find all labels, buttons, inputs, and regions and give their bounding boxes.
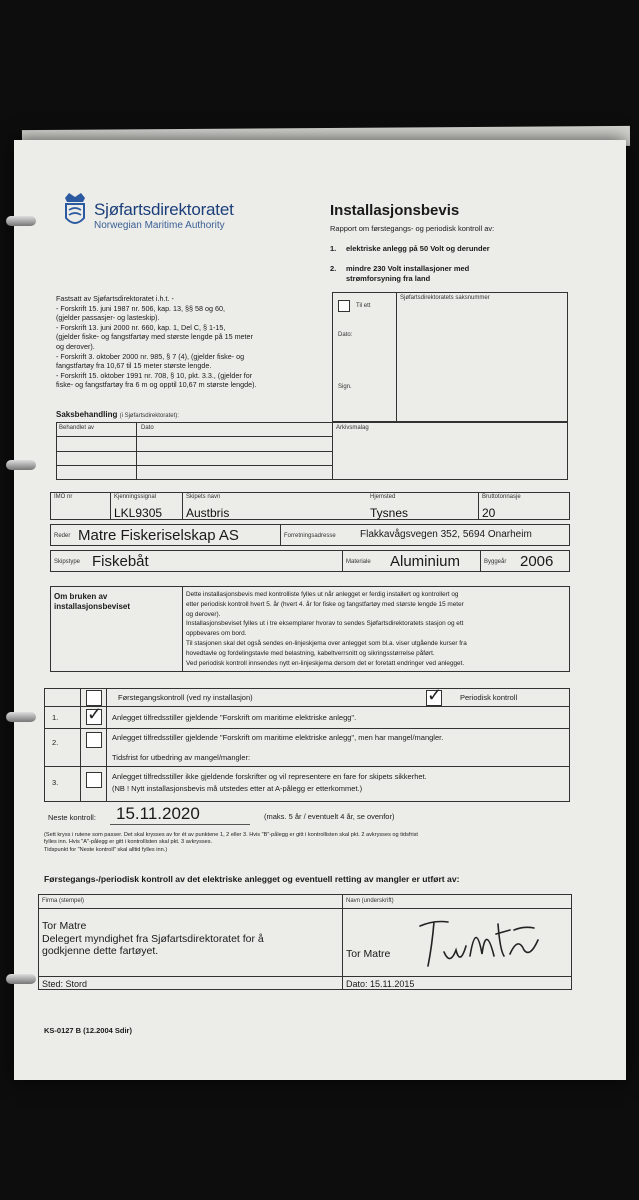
firm-line: Delegert myndighet fra Sjøfartsdirektoratet for å xyxy=(42,932,264,945)
home-port-value: Tysnes xyxy=(370,506,409,520)
ship-type-label: Skipstype xyxy=(54,559,81,565)
firm-line: godkjenne dette fartøyet. xyxy=(42,945,159,957)
item2-number: 2. xyxy=(330,264,337,273)
row1-number: 1. xyxy=(52,713,59,722)
footnote-line: Tidspunkt for "Neste kontroll" skal alltid fylles inn.) xyxy=(44,846,168,853)
row2-number: 2. xyxy=(52,738,59,747)
legal-line: fangstfartøy fra 10,67 til 15 meter største lengde. xyxy=(56,361,212,371)
row3-text1: Anlegget tilfredsstiller ikke gjeldende forskrifter og vil representere en fare for skipets sikkerhet. xyxy=(112,772,427,781)
usage-text xyxy=(186,590,568,668)
til-ett-label: Til ett xyxy=(356,303,371,309)
usage-line: etter periodisk kontroll hvert 5. år (hvert 4. år for fiske og fangstfartøy med største lengde 15 meter xyxy=(186,600,464,608)
owner-value: Matre Fiskeriselskap AS xyxy=(78,527,239,544)
legal-line: - Forskrift 15. juni 1987 nr. 506, kap. 13, §§ 58 og 60, xyxy=(56,303,226,313)
firm-line: Tor Matre xyxy=(42,920,87,932)
owner-label: Reder xyxy=(54,533,71,539)
signoff-place: Sted: Stord xyxy=(42,979,88,989)
firm-label: Firma (stempel) xyxy=(42,898,85,904)
tonnage-value: 20 xyxy=(482,506,496,520)
row2-text: Anlegget tilfredsstiller gjeldende "Forskrift om maritime elektriske anlegg", men har mangel/mangler. xyxy=(112,733,444,742)
imo-label: IMO nr xyxy=(54,494,73,500)
item1-number: 1. xyxy=(330,244,337,253)
org-name-en: Norwegian Maritime Authority xyxy=(94,220,225,231)
arkivsmalag-label: Arkivsmalag xyxy=(336,425,369,431)
usage-line: Ved periodisk kontroll innsendes nytt en-linjeskjema dersom det er foretatt endringer ved anlegget. xyxy=(186,659,465,667)
next-control-label: Neste kontroll: xyxy=(48,813,96,822)
usage-title-line: Om bruken av xyxy=(54,592,108,601)
doc-title: Installasjonsbevis xyxy=(330,202,460,219)
usage-line: Dette installasjonsbevis med kontrolliste fylles ut når anlegget er ferdig installert og kontrollert og xyxy=(186,591,459,598)
legal-line: Fastsatt av Sjøfartsdirektoratet i.h.t. - xyxy=(56,294,174,303)
usage-title-line: installasjonsbeviset xyxy=(54,602,131,611)
legal-line: (gjelder passasjer- og lasteskip). xyxy=(56,313,160,323)
legal-line: - Forskrift 3. oktober 2000 nr. 985, § 7 (4), (gjelder fiske- og xyxy=(56,351,245,361)
row3-number: 3. xyxy=(52,778,59,787)
handwritten-signature-icon xyxy=(414,910,544,974)
callsign-label: Kjenningssignal xyxy=(114,494,157,500)
behandlet-av-label: Behandlet av xyxy=(59,425,95,431)
legal-text xyxy=(56,294,334,390)
first-control-label: Førstegangskontroll (ved ny installasjon) xyxy=(118,693,253,702)
item1-text: elektriske anlegg på 50 Volt og derunder xyxy=(346,244,490,253)
usage-line: hovedtavle og fordelingstavle med belastning, kabeltverrsnitt og sikringsstørrelse påført. xyxy=(186,649,435,657)
year-value: 2006 xyxy=(520,553,554,570)
doc-subtitle: Rapport om førstegangs- og periodisk kontroll av: xyxy=(330,224,495,233)
row2-deadline: Tidsfrist for utbedring av mangel/mangler: xyxy=(112,753,251,762)
ship-name-value: Austbris xyxy=(186,506,230,520)
sdir-crown-logo-icon xyxy=(60,190,90,232)
saksbehandling-note: (i Sjøfartsdirektoratet): xyxy=(119,413,179,419)
usage-line: Til stasjonen skal det også sendes en-linjeskjema over anlegget som bl.a. viser utgående kurser fra xyxy=(186,639,467,647)
case-box xyxy=(332,292,568,422)
legal-line: - Forskrift 15. oktober 1991 nr. 708, § 10, pkt. 3.3., (gjelder for xyxy=(56,370,253,380)
usage-line: og derover). xyxy=(186,610,221,618)
legal-line: fiske- og fangstfartøy fra 6 m og opptil 10,67 m største lengde). xyxy=(56,380,257,390)
home-port-label: Hjemsted xyxy=(370,494,396,500)
address-value: Flakkavågsvegen 352, 5694 Onarheim xyxy=(360,529,532,540)
row3-text2: (NB ! Nytt installasjonsbevis må utstedes etter at A-pålegg er etterkommet.) xyxy=(112,784,363,793)
row2-checkbox[interactable] xyxy=(86,732,102,748)
next-control-note: (maks. 5 år / eventuelt 4 år, se ovenfor) xyxy=(264,812,395,821)
saksbehandling-title-text: Saksbehandling xyxy=(56,410,118,419)
signoff-date: Dato: 15.11.2015 xyxy=(346,979,415,989)
legal-line: og derover). xyxy=(56,341,95,351)
saksbehandling-title xyxy=(56,410,179,419)
row3-checkbox[interactable] xyxy=(86,772,102,788)
usage-line: oppbevares om bord. xyxy=(186,630,247,638)
periodic-control-label: Periodisk kontroll xyxy=(460,693,518,702)
control-footnote xyxy=(44,832,418,854)
dato-col-label: Dato xyxy=(141,425,154,431)
tonnage-label: Bruttotonnasje xyxy=(482,494,521,500)
usage-line: Installasjonsbeviset fylles ut i tre eksemplarer hvorav to sendes Sjøfartsdirektoratets stasjon og ett xyxy=(186,620,464,628)
ship-name-label: Skipets navn xyxy=(186,494,221,500)
item2-line1: mindre 230 Volt installasjoner med xyxy=(346,264,470,273)
periodic-check-mark-icon: ✓ xyxy=(427,685,443,705)
item2-line2: strømforsyning fra land xyxy=(346,274,431,283)
firm-stamp xyxy=(42,920,264,958)
ship-type-value: Fiskebåt xyxy=(92,553,149,570)
callsign-value: LKL9305 xyxy=(114,506,163,520)
org-name: Sjøfartsdirektoratet xyxy=(94,200,234,219)
legal-line: (gjelder fiske- og fangstfartøy med største lengde på 15 meter xyxy=(56,332,253,342)
next-control-value: 15.11.2020 xyxy=(116,804,200,823)
row1-text: Anlegget tilfredsstiller gjeldende "Forskrift om maritime elektriske anlegg". xyxy=(112,713,357,722)
signoff-heading: Førstegangs-/periodisk kontroll av det elektriske anlegget og eventuell retting av mangler er utført av: xyxy=(44,874,460,884)
usage-title xyxy=(54,592,130,612)
sign-label: Sign. xyxy=(338,384,352,390)
footnote-line: (Sett kryss i rutene som passer. Det skal krysses av for ét av punktene 1, 2 eller 3. Hvis "B"-pålegg er gitt i kontrollisten skal pkt. 2 avkrysses og tidsfrist xyxy=(44,832,418,838)
til-ett-checkbox[interactable] xyxy=(338,300,350,312)
name-label: Navn (underskrift) xyxy=(346,898,394,904)
address-label: Forretningsadresse xyxy=(284,533,336,539)
material-value: Aluminium xyxy=(390,553,461,570)
row1-check-mark-icon: ✓ xyxy=(87,704,103,724)
form-code: KS-0127 B (12.2004 Sdir) xyxy=(44,1026,132,1035)
year-label: Byggeår xyxy=(484,559,507,565)
footnote-line: fylles inn. Hvis "A"-pålegg er gitt i kontrollisten skal pkt. 3 avkrysses. xyxy=(44,839,213,846)
material-label: Materiale xyxy=(346,559,371,565)
document-page xyxy=(14,140,626,1080)
legal-line: - Forskrift 13. juni 2000 nr. 660, kap. 1, Del C, § 1-15, xyxy=(56,322,226,332)
saksnummer-label: Sjøfartsdirektoratets saksnummer xyxy=(400,295,490,301)
signer-name: Tor Matre xyxy=(346,948,391,960)
dato-label: Dato: xyxy=(338,332,353,338)
